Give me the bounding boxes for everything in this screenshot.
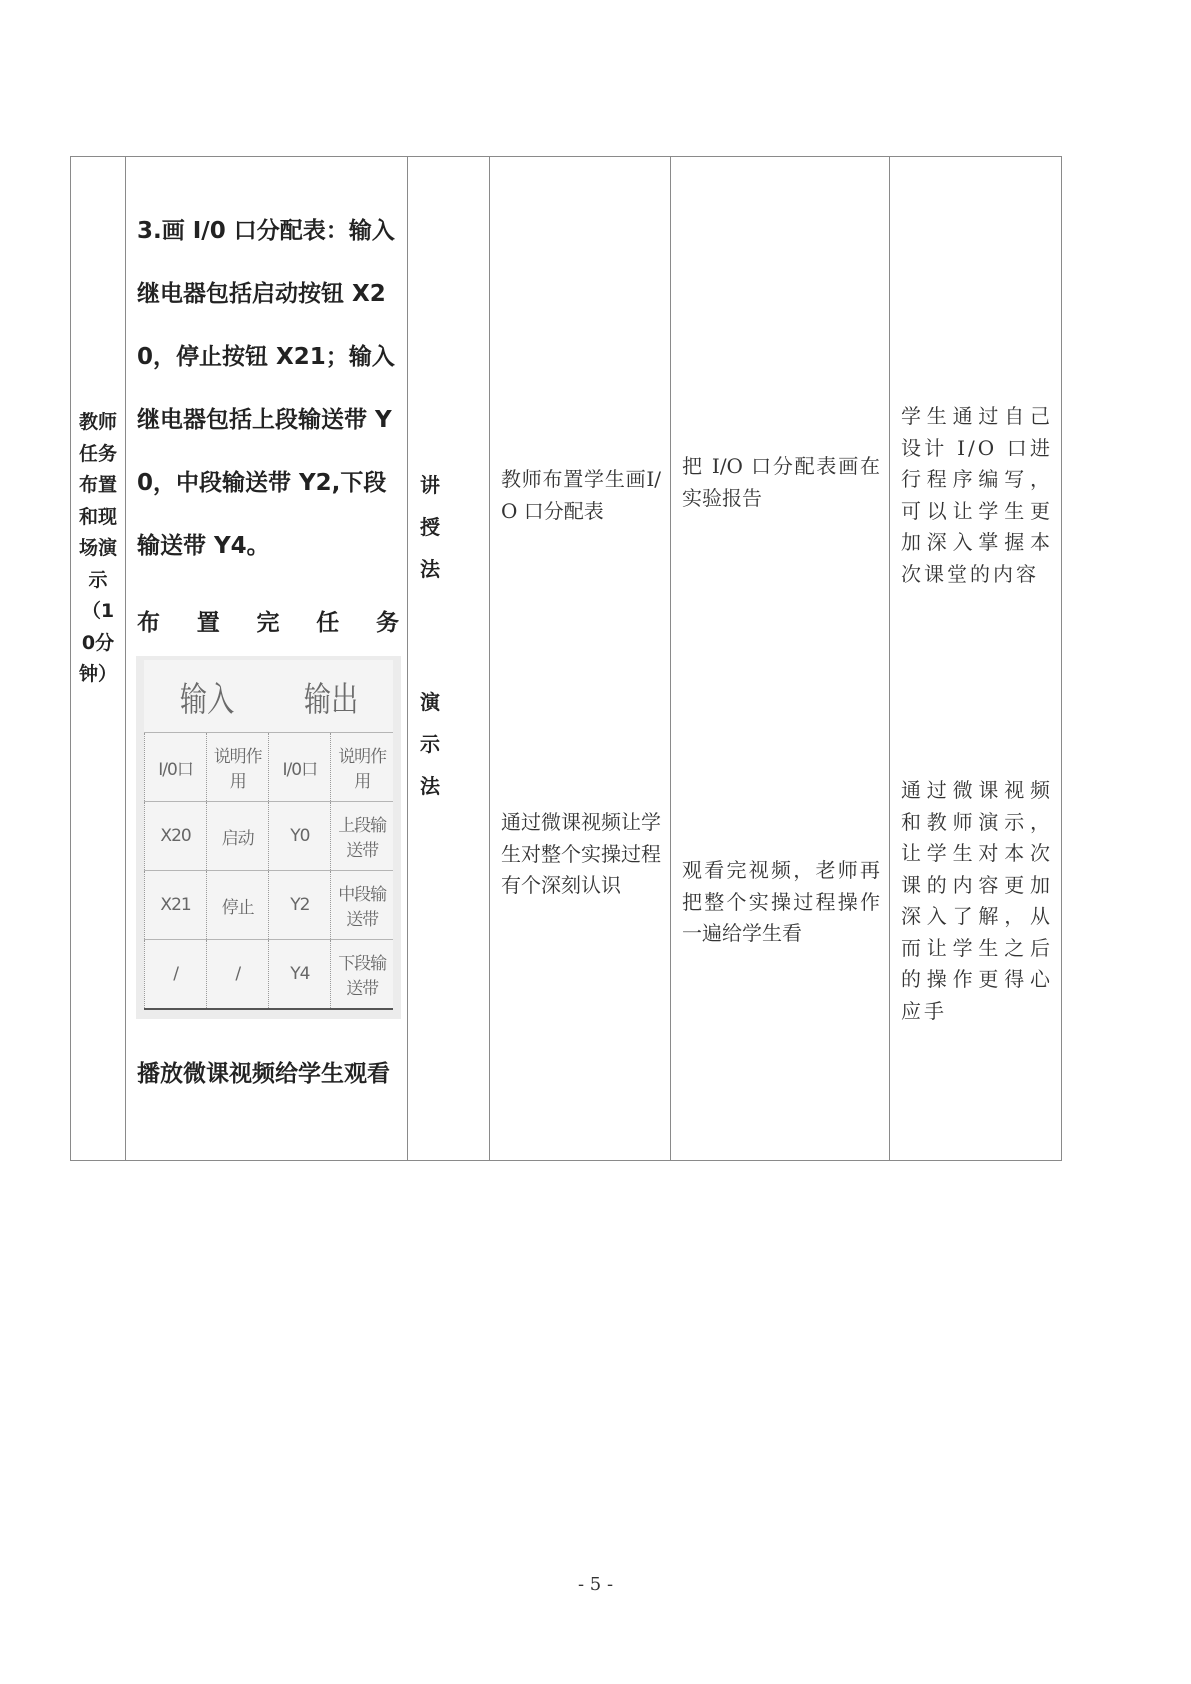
- step-text: 3.画 I/0 口分配表：输入继电器包括启动按钮 X20，停止按钮 X21；输入继电器包括上段输送带 Y0，中段输送带 Y2,下段输送带 Y4。: [137, 218, 395, 559]
- design-intent-2: 通过微课视频和教师演示，让学生对本次课的内容更加深入了解，从而让学生之后的操作更得心应手: [901, 778, 1053, 1023]
- io-row: [145, 871, 394, 940]
- stage-label: 教师任务布置和现场演示（10分钟）: [78, 411, 117, 685]
- io-cell: Y4: [269, 940, 331, 1010]
- assign-task-text: [137, 604, 399, 637]
- assign-char: 任: [316, 610, 340, 636]
- io-cell: 上段输送带: [331, 802, 393, 871]
- assign-char: 置: [196, 610, 220, 636]
- io-cell: Y2: [269, 871, 331, 940]
- play-video-text: 播放微课视频给学生观看: [137, 1061, 390, 1087]
- student-activity-2: 观看完视频，老师再把整个实操过程操作一遍给学生看: [682, 858, 880, 945]
- io-row: [145, 802, 394, 871]
- teacher-activity-2: 通过微课视频让学生对整个实操过程有个深刻认识: [501, 810, 661, 897]
- student-activity-cell: [671, 157, 890, 1161]
- assign-char: 务: [376, 610, 399, 636]
- assign-char: 布: [137, 610, 160, 636]
- assign-char: 完: [256, 610, 280, 636]
- io-subheader: 说明作用: [331, 733, 393, 802]
- io-subheader: 说明作用: [207, 733, 269, 802]
- lesson-plan-table: [70, 156, 1062, 1161]
- io-cell: 启动: [207, 802, 269, 871]
- student-activity-1: 把 I/O 口分配表画在实验报告: [682, 454, 880, 510]
- input-header: 输入: [179, 679, 234, 720]
- io-header-row: [145, 660, 394, 733]
- io-subheader: I/0口: [269, 733, 331, 802]
- page-number: - 5 -: [577, 1574, 614, 1595]
- method-cell: [408, 157, 490, 1161]
- io-allocation-table: [144, 660, 393, 1010]
- io-cell: X21: [145, 871, 207, 940]
- io-row: [145, 940, 394, 1010]
- io-cell: 中段输送带: [331, 871, 393, 940]
- teacher-activity-1: 教师布置学生画I/O 口分配表: [501, 467, 661, 523]
- io-cell: Y0: [269, 802, 331, 871]
- stage-cell: [71, 157, 126, 1161]
- table-row: [71, 157, 1062, 1161]
- design-intent-cell: [890, 157, 1062, 1161]
- method-demo: 演示法: [420, 690, 440, 798]
- output-header: 输出: [303, 679, 359, 720]
- design-intent-1: 学生通过自己设计 I/O 口进行程序编写，可以让学生更加深入掌握本次课堂的内容: [901, 404, 1053, 586]
- io-cell: 停止: [207, 871, 269, 940]
- io-cell: /: [145, 940, 207, 1010]
- io-allocation-image: [136, 656, 401, 1019]
- teacher-activity-cell: [490, 157, 671, 1161]
- io-cell: X20: [145, 802, 207, 871]
- io-cell: 下段输送带: [331, 940, 393, 1010]
- io-cell: /: [207, 940, 269, 1010]
- io-subheader: I/0口: [145, 733, 207, 802]
- method-lecture: 讲授法: [420, 473, 440, 581]
- content-cell: [126, 157, 408, 1161]
- io-subheader-row: [145, 733, 394, 802]
